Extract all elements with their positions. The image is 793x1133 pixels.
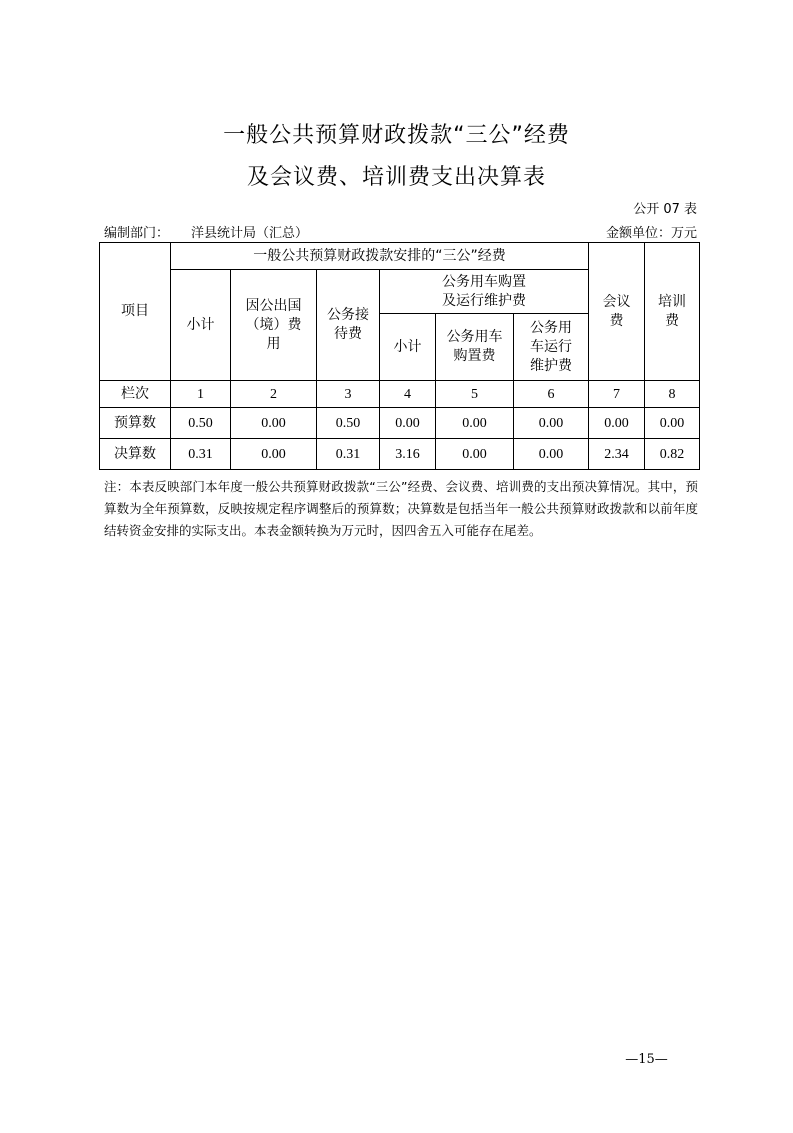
table-cell: 6: [514, 381, 589, 408]
table-cell: 5: [436, 381, 514, 408]
header-vehicle-group: 公务用车购置 及运行维护费: [380, 270, 589, 314]
table-cell: 4: [380, 381, 436, 408]
title-line-2: 及会议费、培训费支出决算表: [246, 165, 546, 190]
row-label: 栏次: [100, 381, 171, 408]
department-label: 编制部门：: [104, 226, 170, 241]
row-label: 预算数: [100, 408, 171, 439]
table-cell: 1: [171, 381, 231, 408]
table-cell: 0.00: [645, 408, 700, 439]
department-line: [104, 222, 308, 241]
table-row: [100, 439, 700, 470]
row-label: 决算数: [100, 439, 171, 470]
header-item: 项目: [100, 243, 171, 381]
title-line-1: 一般公共预算财政拨款“三公”经费: [223, 123, 570, 148]
table-cell: 2.34: [589, 439, 645, 470]
amount-unit: 金额单位：万元: [605, 226, 697, 241]
table-cell: 0.00: [231, 439, 317, 470]
table-cell: 2: [231, 381, 317, 408]
table-cell: 0.00: [380, 408, 436, 439]
header-vehicle-purchase: 公务用车 购置费: [436, 314, 514, 381]
table-cell: 0.00: [231, 408, 317, 439]
header-meeting: 会议 费: [589, 243, 645, 381]
header-vehicle-subtotal: 小计: [380, 314, 436, 381]
header-three-public-group: 一般公共预算财政拨款安排的“三公”经费: [171, 243, 589, 270]
table-cell: 0.82: [645, 439, 700, 470]
header-training: 培训 费: [645, 243, 700, 381]
header-vehicle-ops: 公务用 车运行 维护费: [514, 314, 589, 381]
table-row: [100, 408, 700, 439]
table-cell: 0.00: [436, 408, 514, 439]
header-reception: 公务接 待费: [317, 270, 380, 381]
table-cell: 3.16: [380, 439, 436, 470]
table-cell: 0.00: [589, 408, 645, 439]
table-cell: 0.00: [436, 439, 514, 470]
expenditure-table: [99, 242, 700, 470]
header-subtotal: 小计: [171, 270, 231, 381]
page-number: —15—: [625, 1052, 668, 1067]
table-cell: 0.50: [171, 408, 231, 439]
form-number: 公开 07 表: [633, 202, 697, 217]
table-cell: 7: [589, 381, 645, 408]
department-value: 洋县统计局（汇总）: [191, 226, 309, 241]
table-cell: 3: [317, 381, 380, 408]
table-cell: 0.31: [317, 439, 380, 470]
table-cell: 0.00: [514, 439, 589, 470]
table-cell: 8: [645, 381, 700, 408]
header-abroad: 因公出国 （境）费 用: [231, 270, 317, 381]
table-cell: 0.50: [317, 408, 380, 439]
table-cell: 0.31: [171, 439, 231, 470]
table-row: [100, 381, 700, 408]
footnote: 注：本表反映部门本年度一般公共预算财政拨款“三公”经费、会议费、培训费的支出预决算情况。其中，预算数为全年预算数，反映按规定程序调整后的预算数；决算数是包括当年一般公共预算财政拨款和以前年度结转资金安排的实际支出。本表金额转换为万元时，因四舍五入可能存在尾差。: [104, 479, 698, 538]
table-cell: 0.00: [514, 408, 589, 439]
